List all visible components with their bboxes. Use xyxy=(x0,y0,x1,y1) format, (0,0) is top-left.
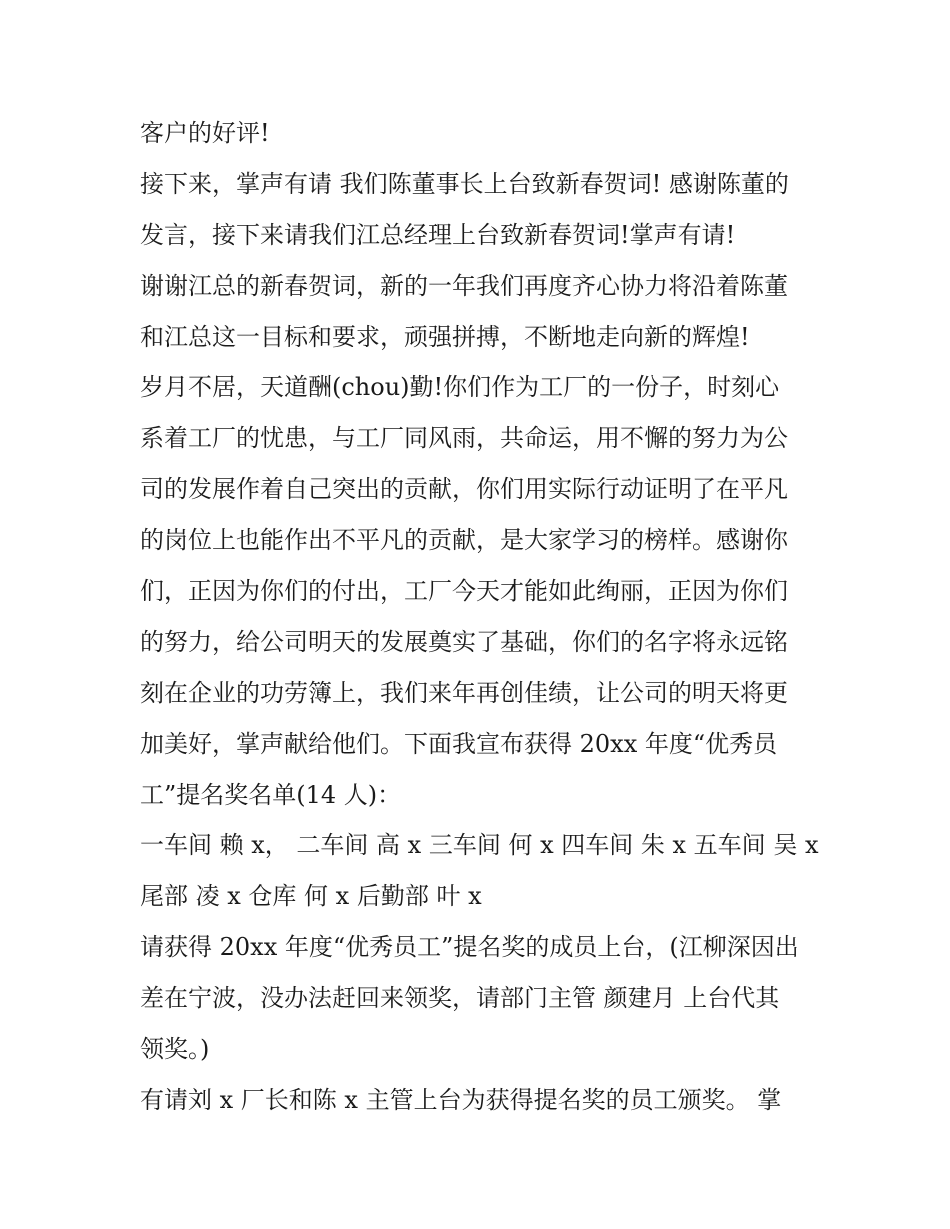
text-line: 加美好，掌声献给他们。下面我宣布获得 20xx 年度“优秀员 xyxy=(140,729,778,758)
text-line: 们，正因为你们的付出，工厂今天才能如此绚丽，正因为你们 xyxy=(140,577,788,606)
text-line: 的岗位上也能作出不平凡的贡献，是大家学习的榜样。感谢你 xyxy=(140,526,788,555)
text-line: 系着工厂的忧患，与工厂同风雨，共命运，用不懈的努力为公 xyxy=(140,424,788,453)
text-line: 发言，接下来请我们江总经理上台致新春贺词!掌声有请! xyxy=(140,220,736,249)
text-line: 请获得 20xx 年度“优秀员工”提名奖的成员上台，(江柳深因出 xyxy=(140,933,799,962)
text-line: 谢谢江总的新春贺词，新的一年我们再度齐心协力将沿着陈董 xyxy=(140,271,788,300)
text-line: 有请刘 x 厂长和陈 x 主管上台为获得提名奖的员工颁奖。 掌 xyxy=(140,1085,782,1114)
text-line: 一车间 赖 x， 二车间 高 x 三车间 何 x 四车间 朱 x 五车间 吴 x xyxy=(140,831,819,860)
text-line: 的努力，给公司明天的发展奠实了基础，你们的名字将永远铭 xyxy=(140,627,788,656)
text-line: 尾部 凌 x 仓库 何 x 后勤部 叶 x xyxy=(140,882,482,911)
text-line: 和江总这一目标和要求，顽强拼搏，不断地走向新的辉煌! xyxy=(140,322,750,351)
text-line: 司的发展作着自己突出的贡献，你们用实际行动证明了在平凡 xyxy=(140,475,788,504)
text-line: 差在宁波，没办法赶回来领奖，请部门主管 颜建月 上台代其 xyxy=(140,984,780,1013)
text-line: 客户的好评! xyxy=(140,119,270,147)
text-line: 岁月不居，天道酬(chou)勤!你们作为工厂的一份子，时刻心 xyxy=(140,373,780,402)
text-line: 接下来，掌声有请 我们陈董事长上台致新春贺词! 感谢陈董的 xyxy=(140,169,789,198)
document-body xyxy=(140,108,820,1126)
text-line: 工”提名奖名单(14 人)： xyxy=(140,780,402,809)
text-line: 领奖。) xyxy=(140,1035,210,1064)
text-line: 刻在企业的功劳簿上，我们来年再创佳绩，让公司的明天将更 xyxy=(140,678,788,707)
